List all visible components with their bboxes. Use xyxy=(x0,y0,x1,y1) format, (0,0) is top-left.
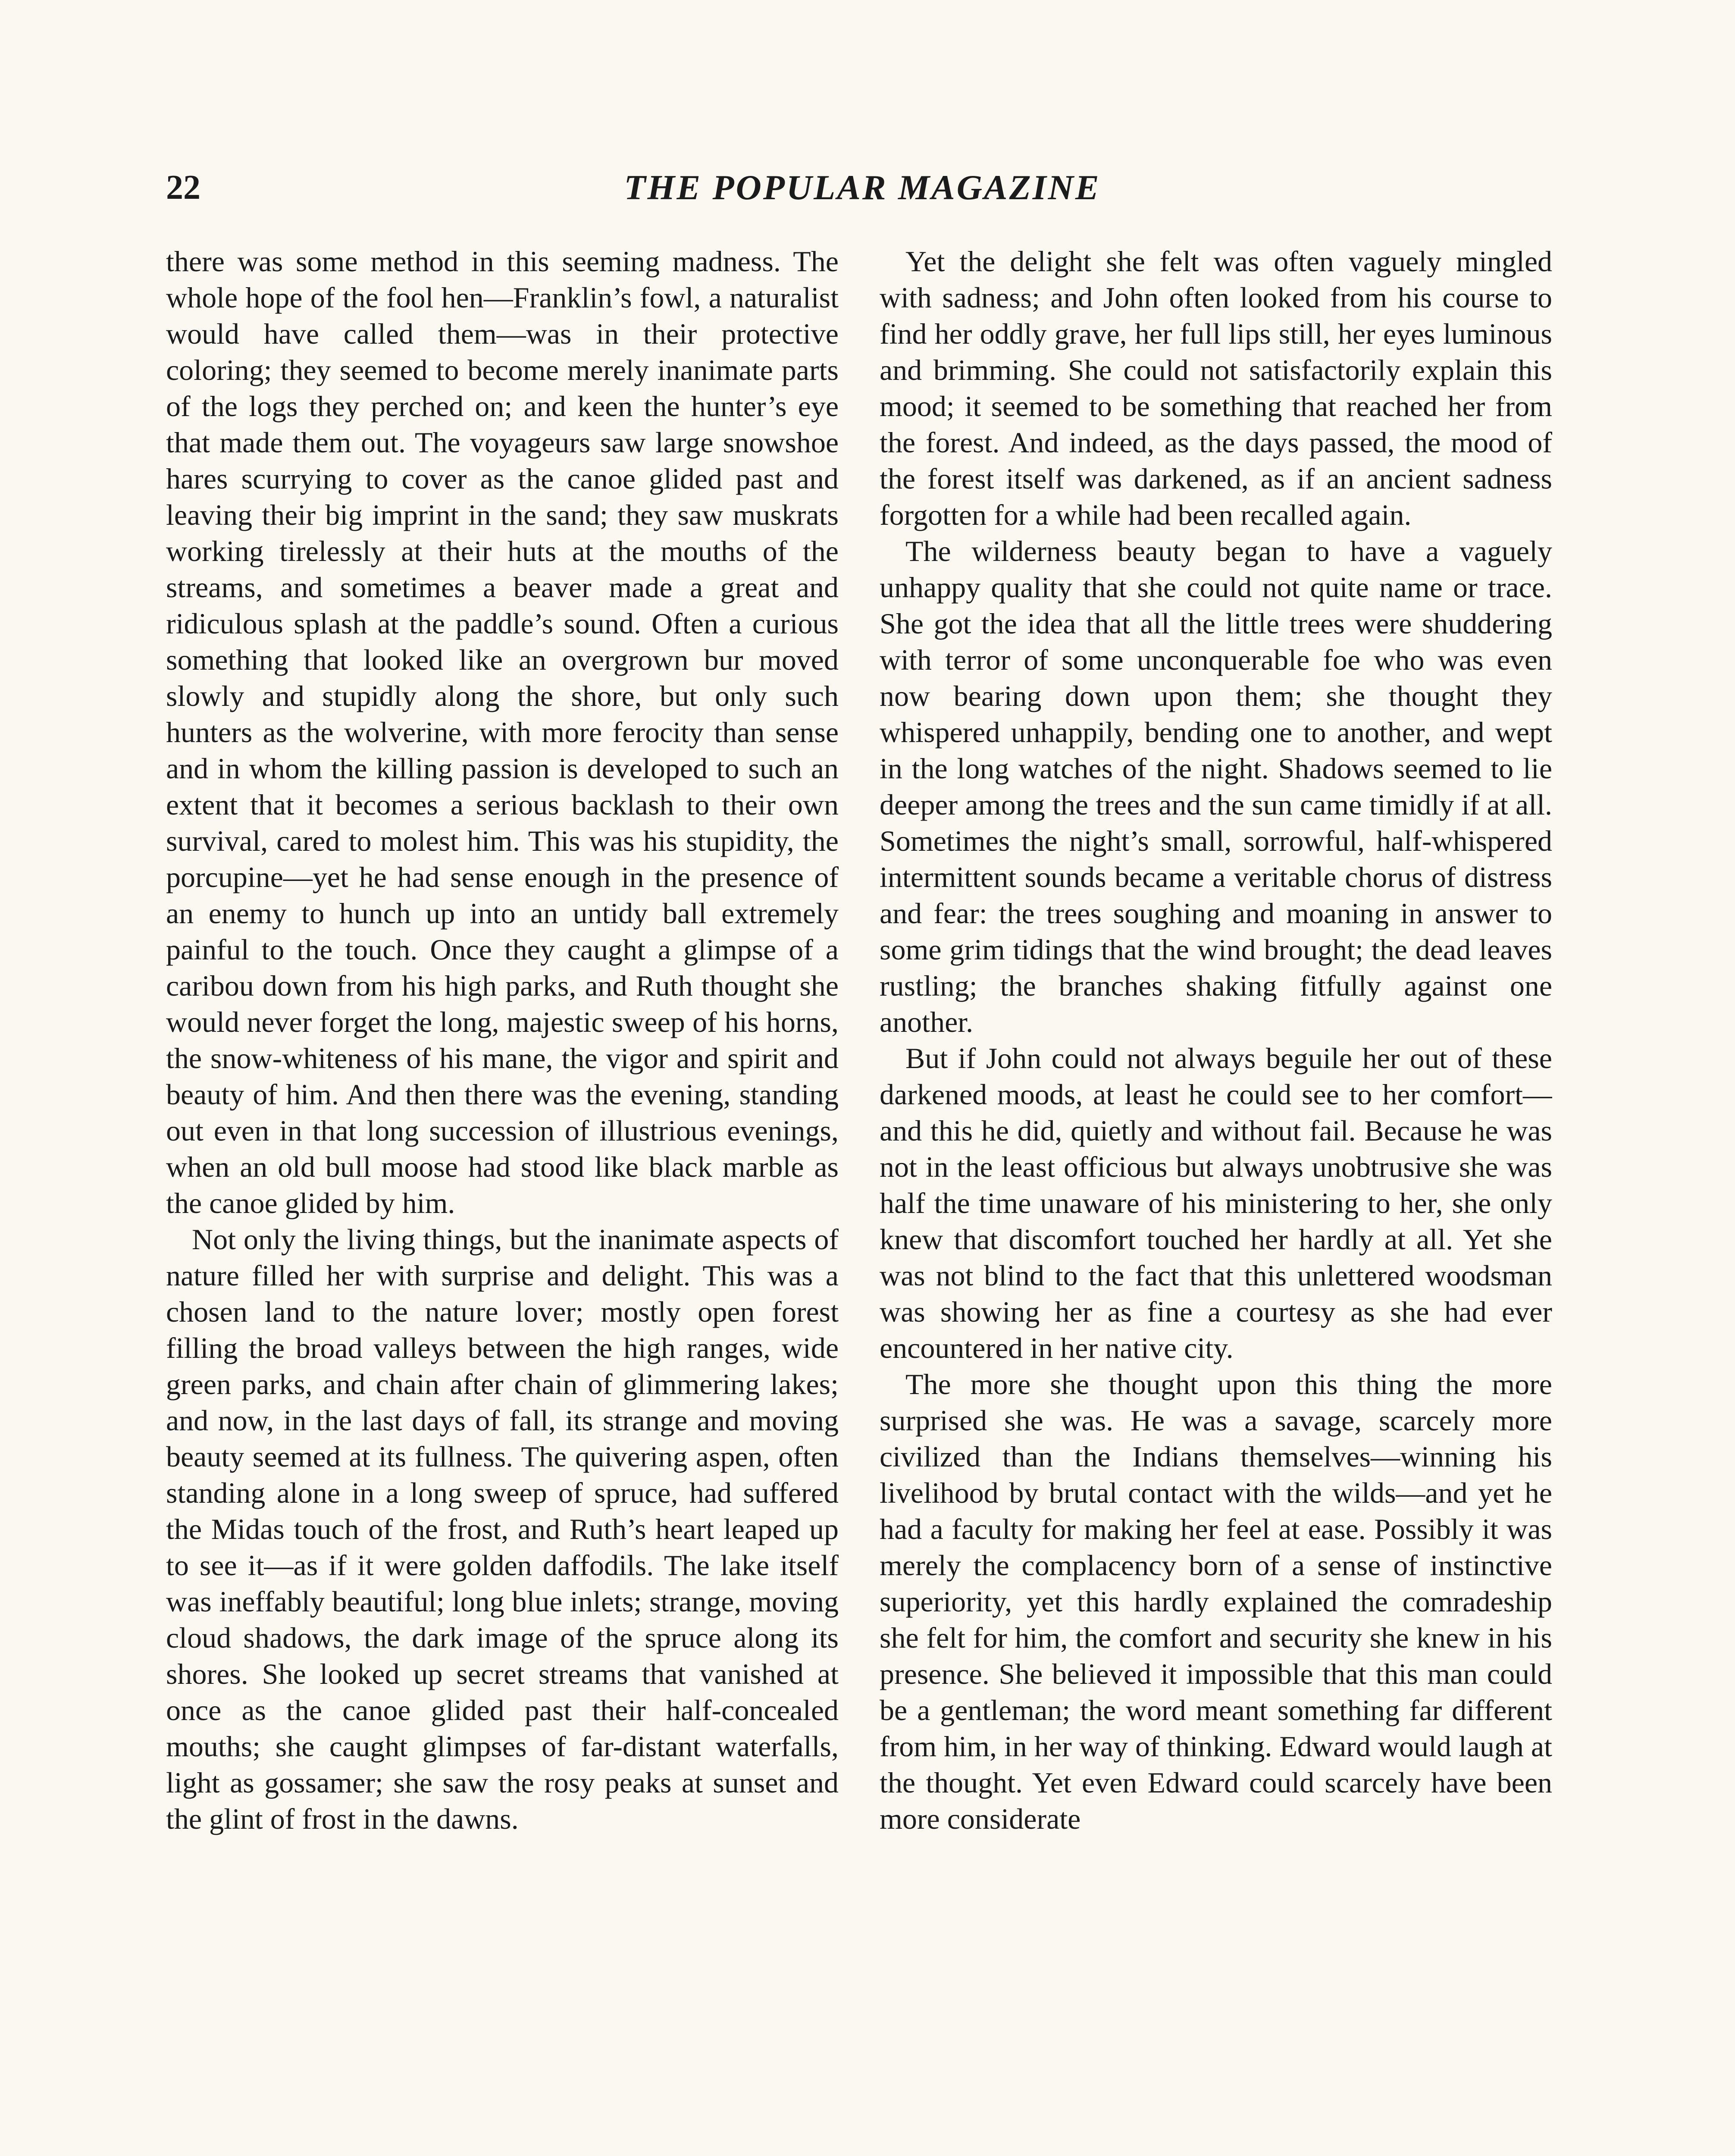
running-title: THE POPULAR MAGAZINE xyxy=(624,168,1101,207)
left-paragraph-2: Not only the living things, but the inanimate aspects of nature filled her with surprise and delight. This was a chosen land to the nature lover; mostly open forest filling the broad valleys between the high ranges, wide green parks, and chain after chain of glimmering lakes; and now, in the last days of fall, its strange and moving beauty seemed at its fullness. The quivering aspen, often standing alone in a long sweep of spruce, had suffered the Midas touch of the frost, and Ruth’s heart leaped up to see it—as if it were golden daffodils. The lake itself was ineffably beautiful; long blue inlets; strange, moving cloud shadows, the dark image of the spruce along its shores. She looked up secret streams that vanished at once as the canoe glided past their half-concealed mouths; she caught glimpses of far-distant waterfalls, light as gossamer; she saw the rosy peaks at sunset and the glint of frost in the dawns. xyxy=(166,1223,839,1835)
right-paragraph-3: But if John could not always beguile her out of these darkened moods, at least he could see to her comfort—and this he did, quietly and without fail. Because he was not in the least officious but always unobtrusive she was half the time unaware of his ministering to her, she only knew that discomfort touched her hardly at all. Yet she was not blind to the fact that this unlettered woodsman was showing her as fine a courtesy as she had ever encountered in her native city. xyxy=(880,1042,1552,1364)
left-text-column xyxy=(166,243,839,2156)
right-paragraph-2: The wilderness beauty began to have a vaguely unhappy quality that she could not quite name or trace. She got the idea that all the little trees were shuddering with terror of some unconquerable foe who was even now bearing down upon them; she thought they whispered unhappily, bending one to another, and wept in the long watches of the night. Shadows seemed to lie deeper among the trees and the sun came timidly if at all. Sometimes the night’s small, sorrowful, half-whispered intermittent sounds became a veritable chorus of distress and fear: the trees soughing and moaning in answer to some grim tidings that the wind brought; the dead leaves rustling; the branches shaking fitfully against one another. xyxy=(880,535,1552,1038)
page-number: 22 xyxy=(166,169,200,207)
left-paragraph-1: there was some method in this seeming madness. The whole hope of the fool hen—Franklin’s fowl, a naturalist would have called them—was in their protective coloring; they seemed to become merely inanimate parts of the logs they perched on; and keen the hunter’s eye that made them out. The voyageurs saw large snowshoe hares scurrying to cover as the canoe glided past and leaving their big imprint in the sand; they saw muskrats working tirelessly at their huts at the mouths of the streams, and sometimes a beaver made a great and ridiculous splash at the paddle’s sound. Often a curious something that looked like an overgrown bur moved slowly and stupidly along the shore, but only such hunters as the wolverine, with more ferocity than sense and in whom the killing passion is developed to such an extent that it becomes a serious backlash to their own survival, cared to molest him. This was his stupidity, the porcupine—yet he had sense enough in the presence of an enemy to hunch up into an untidy ball extremely painful to the touch. Once they caught a glimpse of a caribou down from his high parks, and Ruth thought she would never forget the long, majestic sweep of his horns, the snow-whiteness of his mane, the vigor and spirit and beauty of him. And then there was the evening, standing out even in that long succession of illustrious evenings, when an old bull moose had stood like black marble as the canoe glided by him. xyxy=(166,245,839,1219)
right-text-column xyxy=(880,243,1552,2156)
right-paragraph-1: Yet the delight she felt was often vaguely mingled with sadness; and John often looked from his course to find her oddly grave, her full lips still, her eyes luminous and brimming. She could not satisfactorily explain this mood; it seemed to be something that reached her from the forest. And indeed, as the days passed, the mood of the forest itself was darkened, as if an ancient sadness forgotten for a while had been recalled again. xyxy=(880,245,1552,531)
right-paragraph-4: The more she thought upon this thing the more surprised she was. He was a savage, scarcely more civilized than the Indians themselves—winning his livelihood by brutal contact with the wilds—and yet he had a faculty for making her feel at ease. Possibly it was merely the complacency born of a sense of instinctive superiority, yet this hardly explained the comradeship she felt for him, the comfort and security she knew in his presence. She believed it impossible that this man could be a gentleman; the word meant something far different from him, in her way of thinking. Edward would laugh at the thought. Yet even Edward could scarcely have been more considerate xyxy=(880,1368,1552,1835)
